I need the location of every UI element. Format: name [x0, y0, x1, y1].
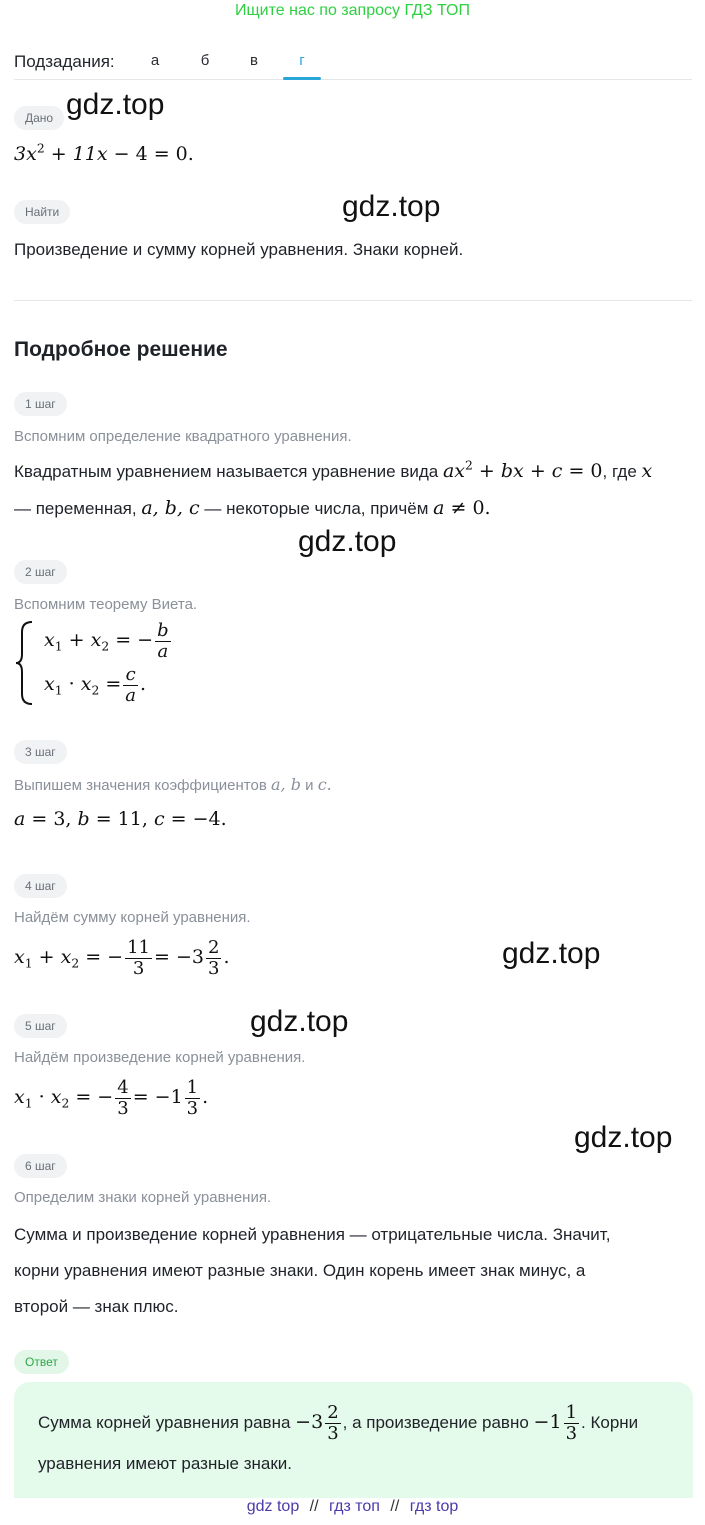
step-2-hint: Вспомним теорему Виета.	[14, 596, 198, 613]
step-6-line-2: корни уравнения имеют разные знаки. Один корень имеет знак минус, а	[14, 1261, 586, 1280]
step-1-line-1: Квадратным уравнением называется уравнение вида $ax^2$ + bx + c = 0, где x	[14, 458, 653, 482]
tab-b[interactable]: б	[200, 52, 210, 69]
watermark: gdz.top	[250, 1005, 349, 1038]
step-6-pill: 6 шаг	[14, 1154, 67, 1178]
step-1-pill: 1 шаг	[14, 392, 67, 416]
watermark: gdz.top	[298, 525, 397, 558]
vieta-sum: $x_1 + x_2$ = − $\frac{b}{a}$	[44, 619, 169, 662]
step-4-hint: Найдём сумму корней уравнения.	[14, 909, 251, 926]
system-brace-icon	[14, 618, 38, 708]
step-5-pill: 5 шаг	[14, 1014, 67, 1038]
watermark: gdz.top	[502, 937, 601, 970]
subtask-tabs	[14, 44, 692, 80]
given-equation: $3x^2 + 11x - 4 = 0$.	[14, 141, 194, 165]
footer-link[interactable]: gdz top	[246, 1498, 300, 1515]
tab-v[interactable]: в	[250, 52, 258, 69]
solution-title: Подробное решение	[14, 338, 228, 361]
footer-separator: //	[309, 1498, 319, 1515]
step-4-pill: 4 шаг	[14, 874, 67, 898]
given-pill: Дано	[14, 106, 64, 130]
subtasks-label: Подзадания:	[14, 52, 115, 71]
vieta-product: $x_1 \cdot x_2$ = $\frac{c}{a}$ .	[44, 663, 147, 706]
active-tab-indicator	[283, 77, 321, 80]
answer-pill: Ответ	[14, 1350, 69, 1374]
coefficients: a = 3, b = 11, c = −4.	[14, 808, 227, 830]
footer-link[interactable]: гдз top	[409, 1498, 459, 1515]
step-2-pill: 2 шаг	[14, 560, 67, 584]
tab-a[interactable]: а	[150, 52, 160, 69]
watermark: gdz.top	[574, 1121, 673, 1154]
tab-g[interactable]: г	[299, 52, 305, 69]
step-5-hint: Найдём произведение корней уравнения.	[14, 1049, 306, 1066]
step-1-hint: Вспомним определение квадратного уравнения.	[14, 428, 352, 445]
divider	[14, 300, 692, 301]
vieta-system	[14, 618, 214, 708]
step-3-hint: Выпишем значения коэффициентов a, b и c.	[14, 775, 332, 794]
step-1-line-2: — переменная, a, b, c — некоторые числа, причём a ≠ 0.	[14, 497, 491, 519]
footer-links	[0, 1498, 705, 1516]
sum-of-roots: $x_1 + x_2$ = − $\frac{11}{3}$ = −3 $\frac{2}{3}$ .	[14, 936, 230, 979]
footer-separator: //	[390, 1498, 400, 1515]
footer-link[interactable]: гдз топ	[329, 1498, 380, 1515]
step-6-line-1: Сумма и произведение корней уравнения — отрицательные числа. Значит,	[14, 1225, 611, 1244]
answer-box	[14, 1382, 693, 1498]
step-6-hint: Определим знаки корней уравнения.	[14, 1189, 272, 1206]
answer-text: Сумма корней уравнения равна −3 $\frac{2}{3}$ , а произведение равно −1 $\frac{1}{3}$ . Корни уравнения имеют разные знаки.	[38, 1401, 639, 1473]
promo-banner[interactable]: Ищите нас по запросу ГДЗ ТОП	[235, 2, 470, 19]
find-text: Произведение и сумму корней уравнения. Знаки корней.	[14, 240, 464, 259]
watermark: gdz.top	[342, 190, 441, 223]
product-of-roots: $x_1 \cdot x_2$ = − $\frac{4}{3}$ = −1 $\frac{1}{3}$ .	[14, 1076, 209, 1119]
watermark: gdz.top	[66, 88, 165, 121]
step-6-line-3: второй — знак плюс.	[14, 1297, 179, 1316]
step-3-pill: 3 шаг	[14, 740, 67, 764]
find-pill: Найти	[14, 200, 70, 224]
